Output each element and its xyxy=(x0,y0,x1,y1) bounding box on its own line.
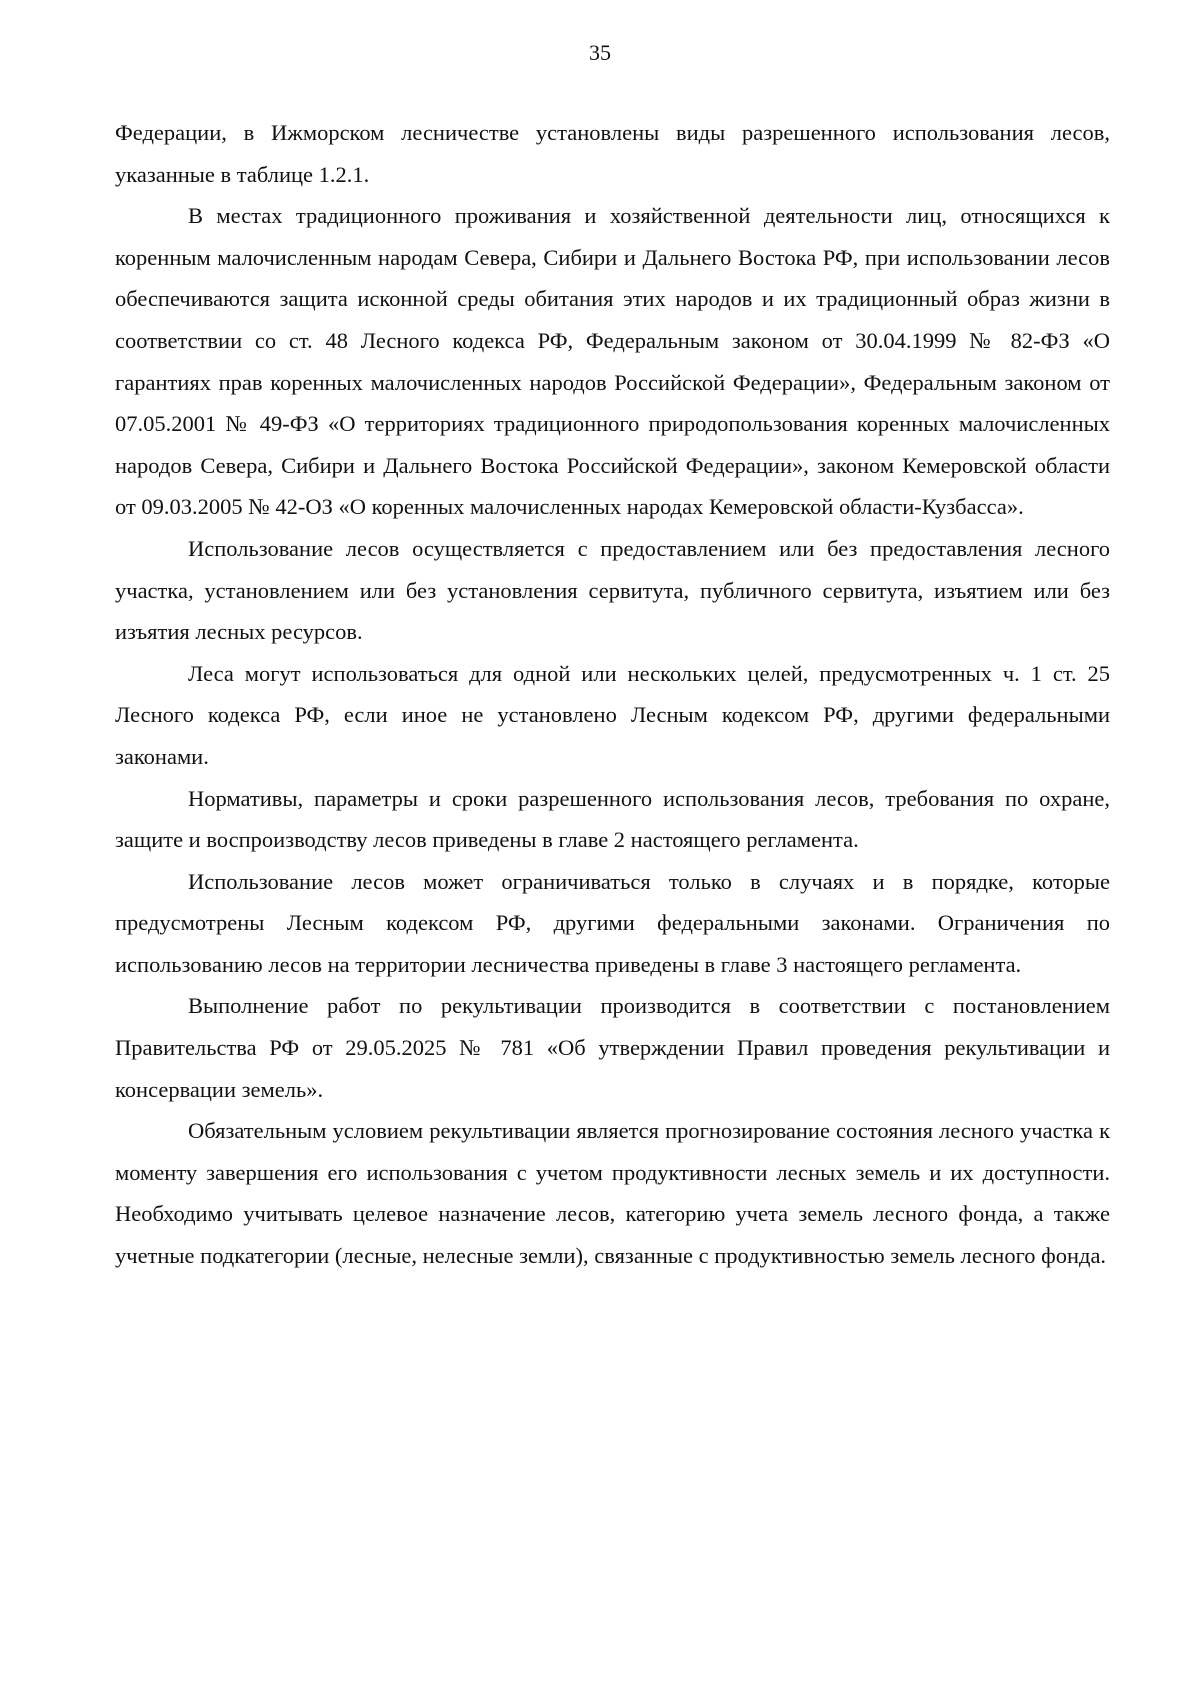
document-body xyxy=(115,112,1110,1277)
paragraph-forest-use-purposes: Леса могут использоваться для одной или нескольких целей, предусмотренных ч. 1 ст. 25 Лесного кодекса РФ, если иное не установлено Лесным кодексом РФ, другими федеральными законами. xyxy=(115,660,1110,769)
paragraph-use-restrictions: Использование лесов может ограничиваться только в случаях и в порядке, которые предусмотрены Лесным кодексом РФ, другими федеральными законами. Ограничения по использованию лесов на территории лесничества приведены в главе 3 настоящего регламента. xyxy=(115,868,1110,977)
paragraph-norms-and-requirements: Нормативы, параметры и сроки разрешенного использования лесов, требования по охране, защите и воспроизводству лесов приведены в главе 2 настоящего регламента. xyxy=(115,785,1110,853)
paragraph-indigenous-peoples: В местах традиционного проживания и хозяйственной деятельности лиц, относящихся к коренным малочисленным народам Севера, Сибири и Дальнего Востока РФ, при использовании лесов обеспечиваются защита исконной среды обитания этих народов и их традиционный образ жизни в соответствии со ст. 48 Лесного кодекса РФ, Федеральным законом от 30.04.1999 № 82-ФЗ «О гарантиях прав коренных малочисленных народов Российской Федерации», Федеральным законом от 07.05.2001 № 49-ФЗ «О территориях традиционного природопользования коренных малочисленных народов Севера, Сибири и Дальнего Востока Российской Федерации», законом Кемеровской области от 09.03.2005 № 42-ОЗ «О коренных малочисленных народах Кемеровской области-Кузбасса». xyxy=(115,203,1110,520)
paragraph-reclamation-works: Выполнение работ по рекультивации производится в соответствии с постановлением Правительства РФ от 29.05.2025 № 781 «Об утверждении Правил проведения рекультивации и консервации земель». xyxy=(115,993,1110,1102)
paragraph-reclamation-conditions: Обязательным условием рекультивации является прогнозирование состояния лесного участка к моменту завершения его использования с учетом продуктивности лесных земель и их доступности. Необходимо учитывать целевое назначение лесов, категорию учета земель лесного фонда, а также учетные подкатегории (лесные, нелесные земли), связанные с продуктивностью земель лесного фонда. xyxy=(115,1118,1110,1269)
paragraph-continuation: Федерации, в Ижморском лесничестве установлены виды разрешенного использования лесов, указанные в таблице 1.2.1. xyxy=(115,120,1110,187)
page-number: 35 xyxy=(589,40,611,65)
paragraph-forest-use-methods: Использование лесов осуществляется с предоставлением или без предоставления лесного участка, установлением или без установления сервитута, публичного сервитута, изъятием или без изъятия лесных ресурсов. xyxy=(115,535,1110,645)
